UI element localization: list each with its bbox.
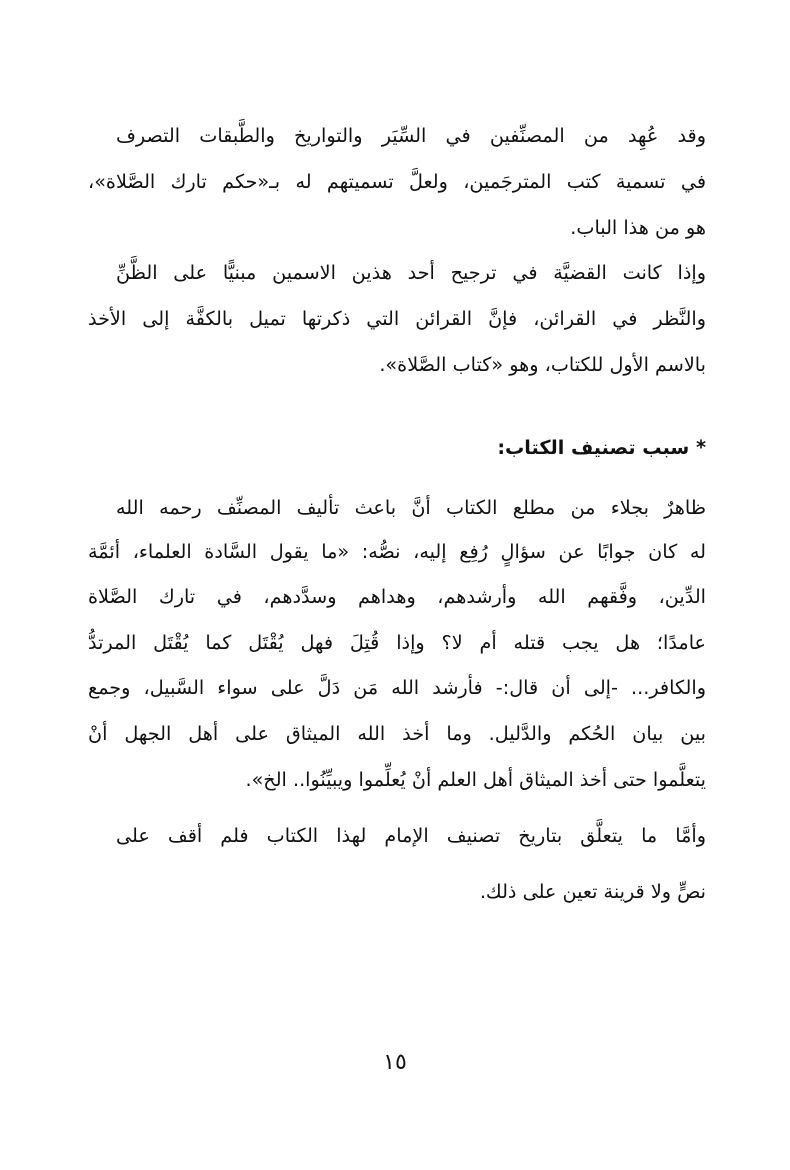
document-page: [88, 0, 706, 1170]
paragraph-1-line-2: في تسمية كتب المترجَمين، ولعلَّ تسميتهم له بـ«حكم تارك الصَّلاة»،: [88, 170, 706, 193]
paragraph-3-line-2: له كان جوابًا عن سؤالٍ رُفِع إليه، نصُّه: «ما يقول السَّادة العلماء، أئمَّة: [88, 540, 706, 563]
paragraph-1-line-3: هو من هذا الباب.: [570, 216, 706, 239]
page-number: ١٥: [383, 1050, 407, 1075]
section-heading: * سبب تصنيف الكتاب:: [497, 436, 706, 459]
paragraph-1-line-1: وقد عُهِد من المصنِّفين في السِّيَر والتواريخ والطَّبقات التصرف: [116, 124, 706, 147]
paragraph-3-line-7: يتعلَّموا حتى أخذ الميثاق أهل العلم أنْ يُعلِّموا ويبيِّنُوا.. الخ».: [245, 768, 706, 791]
paragraph-3-line-5: والكافر... -إلى أن قال:- فأرشد الله مَن دَلَّ على سواء السَّبيل، وجمع: [88, 676, 706, 699]
paragraph-2-line-3: بالاسم الأول للكتاب، وهو «كتاب الصَّلاة».: [379, 353, 706, 376]
paragraph-4-line-2: نصٍّ ولا قرينة تعين على ذلك.: [479, 880, 706, 903]
paragraph-3-line-1: ظاهرٌ بجلاء من مطلع الكتاب أنَّ باعث تأليف المصنِّف رحمه الله: [116, 496, 706, 519]
paragraph-3-line-4: عامدًا؛ هل يجب قتله أم لا؟ وإذا قُتِلَ فهل يُقْتَل كما يُقْتَل المرتدُّ: [88, 631, 706, 654]
paragraph-3-line-3: الدِّين، وفَّقهم الله وأرشدهم، وهداهم وسدَّدهم، في تارك الصَّلاة: [88, 585, 706, 608]
paragraph-4-line-1: وأمَّا ما يتعلَّق بتاريخ تصنيف الإمام لهذا الكتاب فلم أقف على: [116, 824, 706, 847]
paragraph-2-line-2: والنَّظر في القرائن، فإنَّ القرائن التي ذكرتها تميل بالكفَّة إلى الأخذ: [88, 307, 706, 330]
paragraph-3-line-6: بين بيان الحُكم والدَّليل. وما أخذ الله الميثاق على أهل الجهل أنْ: [88, 722, 706, 745]
paragraph-2-line-1: وإذا كانت القضيَّة في ترجيح أحد هذين الاسمين مبنيًّا على الظَّنِّ: [116, 261, 706, 284]
